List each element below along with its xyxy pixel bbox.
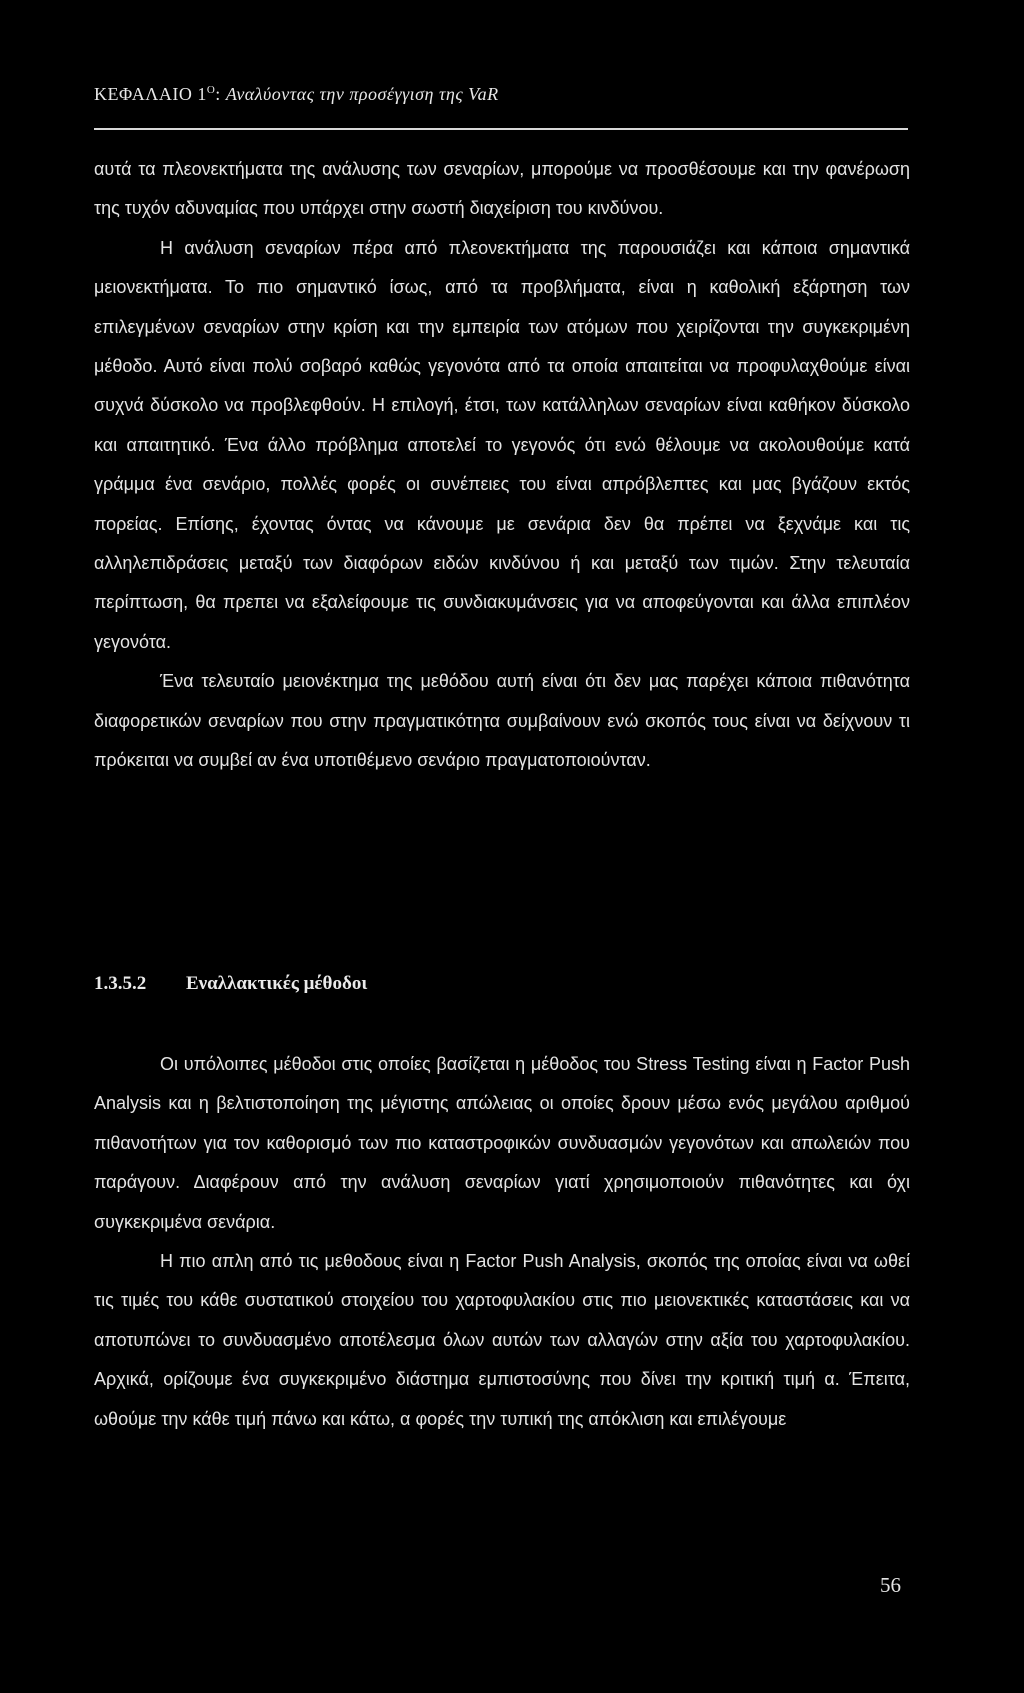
running-header: ΚΕΦΑΛΑΙΟ $1^O$: Αναλύοντας την προσέγγιση της VaR — [94, 84, 499, 104]
section-number: 1.3.5.2 — [94, 973, 147, 994]
paragraph-other-methods: Οι υπόλοιπες μέθοδοι στις οποίες βασίζεται η μέθοδος του Stress Testing είναι η Factor Push Analysis και η βελτιστοποίηση της μέγιστης απώλειας οι οποίες δρουν μέσω ενός μεγάλου αριθμού πιθανοτήτων για τον καθορισμό των πιο καταστροφικών συνδυασμών γεγονότων και απωλειών που παράγουν. Διαφέρουν από την ανάλυση σεναρίων γιατί χρησιμοποιούν πιθανότητες και όχι συγκεκριμένα σενάρια. — [94, 1054, 910, 1232]
header-rule — [94, 128, 908, 130]
paragraph-last-disadvantage: Ένα τελευταίο μειονέκτημα της μεθόδου αυτή είναι ότι δεν μας παρέχει κάποια πιθανότητα διαφορετικών σεναρίων που στην πραγματικότητα συμβαίνουν ενώ σκοπός τους είναι να δείχνουν τι πρόκειται να συμβεί αν ένα υποτιθέμενο σενάριο πραγματοποιούνταν. — [94, 671, 910, 771]
page-number: 56 — [880, 1573, 901, 1597]
section-heading — [94, 973, 367, 995]
section-title: Εναλλακτικές μέθοδοι — [186, 973, 368, 994]
chapter-subtitle: Αναλύοντας την προσέγγιση της VaR — [225, 84, 499, 104]
paragraph-factor-push: Η πιο απλη από τις μεθοδους είναι η Factor Push Analysis, σκοπός της οποίας είναι να ωθεί τις τιμές του κάθε συστατικού στοιχείου του χαρτοφυλακίου στις πιο μειονεκτικές καταστάσεις και να αποτυπώνει το συνδυασμένο αποτέλεσμα όλων αυτών των αλλαγών στην αξία του χαρτοφυλακίου. Αρχικά, ορίζουμε ένα συγκεκριμένο διάστημα εμπιστοσύνης που δίνει την κριτική τιμή α. Έπειτα, ωθούμε την κάθε τιμή πάνω και κάτω, α φορές την τυπική της απόκλιση και επιλέγουμε — [94, 1251, 910, 1429]
upper-text-block — [94, 150, 910, 781]
lower-text-block — [94, 1045, 910, 1439]
chapter-superscript: Ο — [206, 84, 216, 96]
paragraph-continuation: αυτά τα πλεονεκτήματα της ανάλυσης των σεναρίων, μπορούμε να προσθέσουμε και την φανέρωση της τυχόν αδυναμίας που υπάρχει στην σωστή διαχείριση του κινδύνου. — [94, 159, 910, 219]
chapter-label: ΚΕΦΑΛΑΙΟ 1 — [94, 84, 207, 104]
paragraph-disadvantages: Η ανάλυση σεναρίων πέρα από πλεονεκτήματα της παρουσιάζει και κάποια σημαντικά μειονεκτήματα. Το πιο σημαντικό ίσως, από τα προβλήματα, είναι η καθολική εξάρτηση των επιλεγμένων σεναρίων στην κρίση και την εμπειρία των ατόμων που χειρίζονται την συγκεκριμένη μέθοδο. Αυτό είναι πολύ σοβαρό καθώς γεγονότα από τα οποία απαιτείται να προφυλαχθούμε είναι συχνά δύσκολο να προβλεφθούν. Η επιλογή, έτσι, των κατάλληλων σεναρίων είναι καθήκον δύσκολο και απαιτητικό. Ένα άλλο πρόβλημα αποτελεί το γεγονός ότι ενώ θέλουμε να ακολουθούμε κατά γράμμα ένα σενάριο, πολλές φορές οι συνέπειες του είναι απρόβλεπτες και μας βγάζουν εκτός πορείας. Επίσης, έχοντας όντας να κάνουμε με σενάρια δεν θα πρέπει να ξεχνάμε και τις αλληλεπιδράσεις μεταξύ των διαφόρων ειδών κινδύνου ή και μεταξύ των τιμών. Στην τελευταία περίπτωση, θα πρεπει να εξαλείφουμε τις συνδιακυμάνσεις για να αποφεύγονται και άλλα επιπλέον γεγονότα. — [94, 237, 910, 652]
